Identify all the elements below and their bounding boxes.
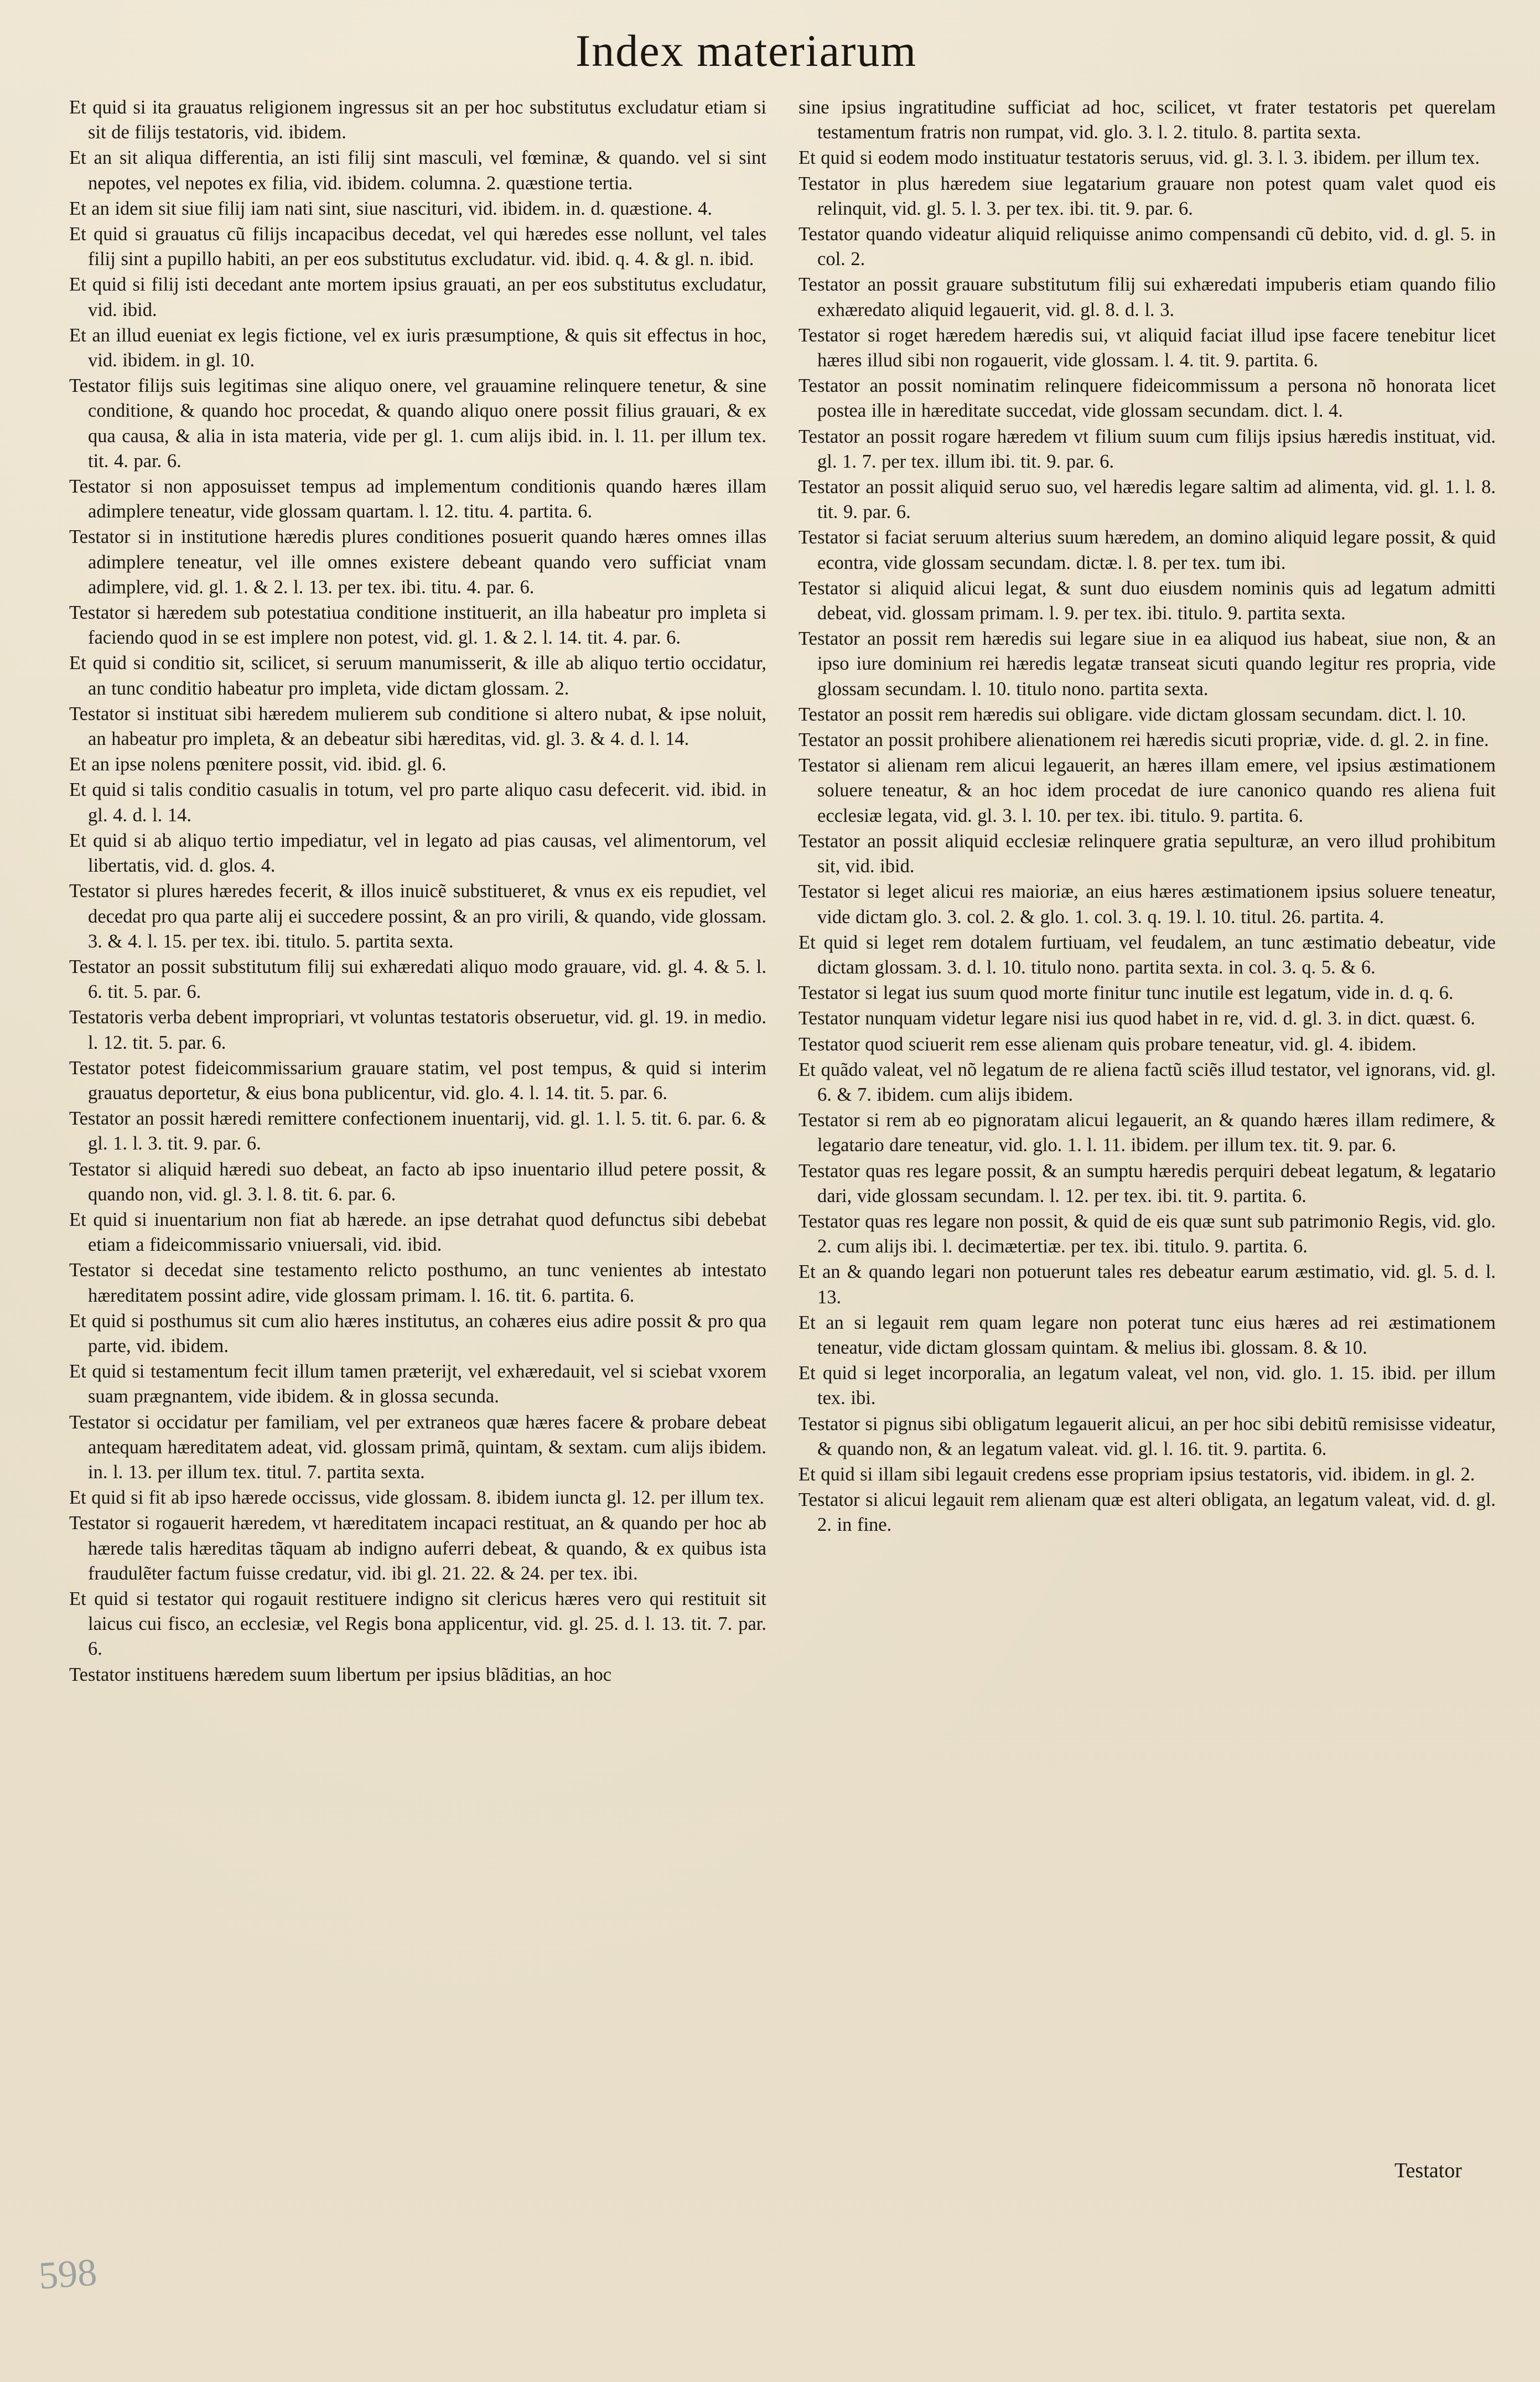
index-entry: Testator si in institutione hæredis plures conditiones posuerit quando hæres omnes illas adimplere teneatur, vel ille omnes existere debeant quando vero sufficiat vnam adimplere, vid. gl. 1. & 2. l. 13. per tex. ibi. titu. 4. par. 6. [69,526,766,598]
index-entry: sine ipsius ingratitudine sufficiat ad hoc, scilicet, vt frater testatoris pet querelam testamentum fratris non rumpat, vid. glo. 3. l. 2. titulo. 8. partita sexta. [798,97,1496,143]
index-entry: Et quid si talis conditio casualis in totum, vel pro parte aliquo casu defecerit. vid. ibid. in gl. 4. d. l. 14. [69,779,766,826]
index-entry: Testator an possit aliquid ecclesiæ relinquere gratia sepulturæ, an vero illud prohibitum sit, vid. ibid. [798,830,1496,877]
index-entry: Et an & quando legari non potuerunt tales res debeatur earum æstimatio, vid. gl. 5. d. l. 13. [798,1261,1496,1308]
index-entry: Et quid si eodem modo instituatur testatoris seruus, vid. gl. 3. l. 3. ibidem. per illum tex. [798,147,1480,169]
index-entry: Testator si alienam rem alicui legauerit, an hæres illam emere, vel ipsius æstimationem soluere teneatur, & an hoc idem procedat de iure canonico quando res aliena fuit ecclesiæ legata, vid. gl. 3. l. 10. per tex. ibi. titulo. 9. partita. 6. [798,755,1496,826]
index-entry: Testator si aliquid hæredi suo debeat, an facto ab ipso inuentario illud petere possit, & quando non, vid. gl. 3. l. 8. tit. 6. par. 6. [69,1158,766,1205]
index-entry: Et quid si posthumus sit cum alio hæres institutus, an cohæres eius adire possit & pro qua parte, vid. ibidem. [69,1310,766,1356]
index-entry: Et an illud eueniat ex legis fictione, vel ex iuris præsumptione, & quis sit effectus in hoc, vid. ibidem. in gl. 10. [69,324,766,371]
index-entry: Testator si legat ius suum quod morte finitur tunc inutile est legatum, vide in. d. q. 6. [798,982,1454,1004]
index-entry: Testator quas res legare non possit, & quid de eis quæ sunt sub patrimonio Regis, vid. glo. 2. cum alijs ibi. l. decimætertiæ. per tex. ibi. titulo. 9. partita. 6. [798,1210,1496,1257]
index-entry: Et quid si filij isti decedant ante mortem ipsius grauati, an per eos substitutus excludatur, vid. ibid. [69,274,766,320]
index-entry: Testator si instituat sibi hæredem mulierem sub conditione si altero nubat, & ipse noluit, an habeatur pro impleta, & an debeatur sibi hæreditas, vid. gl. 3. & 4. d. l. 14. [69,703,766,750]
index-entry: Testator an possit hæredi remittere confectionem inuentarij, vid. gl. 1. l. 5. tit. 6. par. 6. & gl. 1. l. 3. tit. 9. par. 6. [69,1108,766,1154]
index-entry: Testator si rem ab eo pignoratam alicui legauerit, an & quando hæres illam redimere, & legatario dare teneatur, vid. glo. 1. l. 11. ibidem. per illum tex. tit. 9. par. 6. [798,1110,1496,1156]
index-entry: Et quãdo valeat, vel nõ legatum de re aliena factũ sciẽs illud testator, vel ignorans, vid. gl. 6. & 7. ibidem. cum alijs ibidem. [798,1059,1496,1105]
page-title: Index materiarum [575,25,917,76]
index-entry: Testator in plus hæredem siue legatarium grauare non potest quam valet quod eis relinquit, vid. gl. 5. l. 3. per tex. ibi. tit. 9. par. 6. [798,173,1496,219]
catchword: Testator [1394,2159,1462,2182]
right-column [798,95,1496,1539]
index-entry: Et quid si illam sibi legauit credens esse propriam ipsius testatoris, vid. ibidem. in gl. 2. [798,1463,1475,1485]
index-entry: Testator si roget hæredem hæredis sui, vt aliquid faciat illud ipse facere tenebitur licet hæres illud sibi non rogauerit, vide glossam. l. 4. tit. 9. partita. 6. [798,324,1496,371]
index-entry: Et quid si leget incorporalia, an legatum valeat, vel non, vid. glo. 1. 15. ibid. per illum tex. ibi. [798,1363,1496,1409]
index-entry: Et quid si grauatus cũ filijs incapacibus decedat, vel qui hæredes esse nollunt, vel tales filij sint a pupillo habiti, an per eos substitutus excludatur. vid. ibid. q. 4. & gl. n. ibid. [69,224,766,270]
index-entry: Testator si hæredem sub potestatiua conditione instituerit, an illa habeatur pro impleta si faciendo quod in se est implere non potest, vid. gl. 1. & 2. l. 14. tit. 4. par. 6. [69,602,766,649]
index-entry: Testator si aliquid alicui legat, & sunt duo eiusdem nominis quis ad legatum admitti debeat, vid. glossam primam. l. 9. per tex. ibi. titulo. 9. partita sexta. [798,577,1496,624]
index-entry: Testator si leget alicui res maioriæ, an eius hæres æstimationem ipsius soluere teneatur, vide dictam glo. 3. col. 2. & glo. 1. col. 3. q. 19. l. 10. titul. 26. partita. 4. [798,881,1496,928]
index-entry: Et quid si leget rem dotalem furtiuam, vel feudalem, an tunc æstimatio debeatur, vide dictam glossam. 3. d. l. 10. titulo nono. partita sexta. in col. 3. q. 5. & 6. [798,931,1496,978]
index-entry: Testator an possit grauare substitutum filij sui exhæredati impuberis etiam quando filio exhæredato aliquid legauerit, vid. gl. 8. d. l. 3. [798,274,1496,320]
index-entry: Et an si legauit rem quam legare non poterat tunc eius hæres ad rei æstimationem teneatur, vide dictam glossam quintam. & melius ibi. glossam. 8. & 10. [798,1312,1496,1358]
index-entry: Testator an possit substitutum filij sui exhæredati aliquo modo grauare, vid. gl. 4. & 5. l. 6. tit. 5. par. 6. [69,956,766,1003]
index-entry: Testator filijs suis legitimas sine aliquo onere, vel grauamine relinquere tenetur, & sine conditione, & quando hoc procedat, & quando aliquo onere possit filius grauari, & ex qua causa, & alia in ista materia, vide per gl. 1. cum alijs ibid. in. l. 11. per illum tex. tit. 4. par. 6. [69,375,766,472]
index-entry: Et an ipse nolens pœnitere possit, vid. ibid. gl. 6. [69,754,447,775]
index-entry: Testator an possit rogare hæredem vt filium suum cum filijs ipsius hæredis instituat, vid. gl. 1. 7. per tex. illum ibi. tit. 9. par. 6. [798,426,1496,472]
index-entry: Testator an possit prohibere alienationem rei hæredis sicuti propriæ, vide. d. gl. 2. in fine. [798,729,1489,751]
index-entry: Testator si plures hæredes fecerit, & illos inuicẽ substitueret, & vnus ex eis repudiet, vel decedat pro qua parte alij ei succedere possint, & an pro virili, & quando, vide glossam. 3. & 4. l. 15. per tex. ibi. titulo. 5. partita sexta. [69,881,766,952]
index-entry: Testator an possit nominatim relinquere fideicommissum a persona nõ honorata licet postea ille in hæreditate succedat, vide glossam secundam. dict. l. 4. [798,375,1496,422]
index-entry: Testator si rogauerit hæredem, vt hæreditatem incapaci restituat, an & quando per hoc ab hærede talis hæreditas tãquam ab indigno auferri debeat, & quando, & ex quibus ista fraudulẽter factum fuisse credatur, vid. ibi gl. 21. 22. & 24. per tex. ibi. [69,1513,766,1584]
index-entry: Et quid si conditio sit, scilicet, si seruum manumisserit, & ille ab aliquo tertio occidatur, an tunc conditio habeatur pro impleta, vide dictam glossam. 2. [69,653,766,699]
index-entry: Et quid si testator qui rogauit restituere indigno sit clericus hæres vero qui restituit sit laicus cui fisco, an ecclesiæ, vel Regis bona applicentur, vid. gl. 25. d. l. 13. tit. 7. par. 6. [69,1588,766,1660]
index-entry: Testator si occidatur per familiam, vel per extraneos quæ hæres facere & probare debeat antequam hæreditatem adeat, vid. glossam primã, quintam, & sextam. cum alijs ibidem. in. l. 13. per illum tex. titul. 7. partita sexta. [69,1411,766,1483]
index-entry: Testator potest fideicommissarium grauare statim, vel post tempus, & quid si interim grauatus deportetur, & eius bona publicentur, vid. glo. 4. l. 14. tit. 5. par. 6. [69,1057,766,1104]
left-column [69,95,766,1688]
index-entry: Testator quando videatur aliquid reliquisse animo compensandi cũ debito, vid. d. gl. 5. in col. 2. [798,224,1496,270]
index-entry: Testator an possit rem hæredis sui legare siue in ea aliquod ius habeat, siue non, & an ipso iure dominium rei hæredis legatæ transeat sicuti quando legitur res propria, vide glossam secundam. l. 10. titulo nono. partita sexta. [798,628,1496,700]
index-entry: Et quid si inuentarium non fiat ab hærede. an ipse detrahat quod defunctus sibi debebat etiam a fideicommissario vniuersali, vid. ibid. [69,1209,766,1256]
index-entry: Testator an possit rem hæredis sui obligare. vide dictam glossam secundam. dict. l. 10. [798,703,1466,725]
index-entry: Et an idem sit siue filij iam nati sint, siue nascituri, vid. ibidem. in. d. quæstione. 4. [69,198,713,219]
index-entry: Et quid si fit ab ipso hærede occissus, vide glossam. 8. ibidem iuncta gl. 12. per illum tex. [69,1487,764,1509]
index-entry: Testator instituens hæredem suum libertum per ipsius blãditias, an hoc [69,1664,612,1685]
index-entry: Testator quod sciuerit rem esse alienam quis probare teneatur, vid. gl. 4. ibidem. [798,1033,1417,1055]
index-entry: Testator si pignus sibi obligatum legauerit alicui, an per hoc sibi debitũ remisisse videatur, & quando non, & an legatum valeat. vid. gl. l. 16. tit. 9. partita. 6. [798,1413,1496,1459]
index-entry: Testator si decedat sine testamento relicto posthumo, an tunc venientes ab intestato hæreditatem possint adire, vide glossam primam. l. 16. tit. 6. partita. 6. [69,1260,766,1306]
index-entry: Et quid si ab aliquo tertio impediatur, vel in legato ad pias causas, vel alimentorum, vel libertatis, vid. d. glos. 4. [69,830,766,877]
index-entry: Testator an possit aliquid seruo suo, vel hæredis legare saltim ad alimenta, vid. gl. 1. l. 8. tit. 9. par. 6. [798,477,1496,523]
index-entry: Et an sit aliqua differentia, an isti filij sint masculi, vel fœminæ, & quando. vel si sint nepotes, vel nepotes ex filia, vid. ibidem. columna. 2. quæstione tertia. [69,147,766,194]
index-entry: Testatoris verba debent impropriari, vt voluntas testatoris obseruetur, vid. gl. 19. in medio. l. 12. tit. 5. par. 6. [69,1007,766,1053]
index-entry: Testator si alicui legauit rem alienam quæ est alteri obligata, an legatum valeat, vid. d. gl. 2. in fine. [798,1489,1496,1536]
index-entry: Testator si non apposuisset tempus ad implementum conditionis quando hæres illam adimplere teneatur, vide glossam quartam. l. 12. titu. 4. partita. 6. [69,476,766,522]
index-entry: Et quid si ita grauatus religionem ingressus sit an per hoc substitutus excludatur etiam si sit de filijs testatoris, vid. ibidem. [69,97,766,143]
folio-number: 598 [37,2251,98,2298]
index-entry: Et quid si testamentum fecit illum tamen præterijt, vel exhæredauit, vel si sciebat vxorem suam prægnantem, vide ibidem. & in glossa secunda. [69,1361,766,1407]
index-entry: Testator si faciat seruum alterius suum hæredem, an domino aliquid legare possit, & quid econtra, vide glossam secundam. dictæ. l. 8. per tex. tum ibi. [798,527,1496,573]
index-entry: Testator quas res legare possit, & an sumptu hæredis perquiri debeat legatum, & legatario dari, vide glossam secundam. l. 12. per tex. ibi. tit. 9. partita. 6. [798,1160,1496,1206]
index-entry: Testator nunquam videtur legare nisi ius quod habet in re, vid. d. gl. 3. in dict. quæst. 6. [798,1008,1475,1029]
